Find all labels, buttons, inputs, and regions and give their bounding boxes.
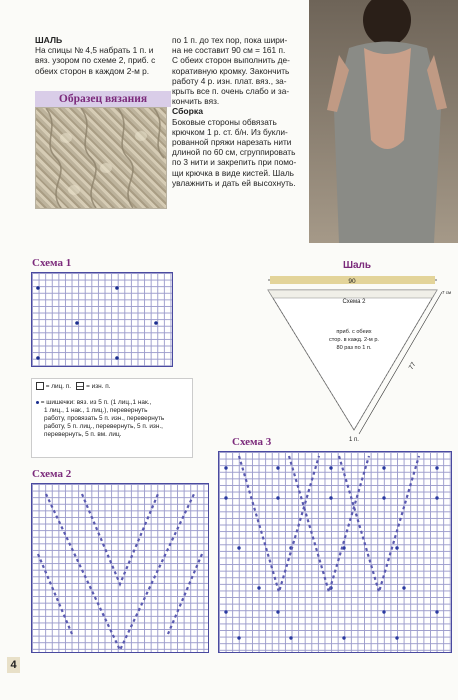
mid2-line-1: Боковые стороны обвязать xyxy=(172,116,277,127)
shawl-title: Шаль xyxy=(342,260,372,271)
legend-bobble-2: 1 лиц., 1 нак., 1 лиц.), перевернуть xyxy=(44,406,148,414)
shawl-top-border xyxy=(268,290,437,298)
assembly-heading: Сборка xyxy=(172,106,203,117)
legend-bobble-1: = шишечки: вяз. из 5 п. (1 лиц.,1 нак., xyxy=(40,398,152,406)
mid2-line-3: рованной пряжи нарезать нити xyxy=(172,137,292,148)
mid2-line-4: длиной по 60 см, сгруппировать xyxy=(172,147,296,158)
mid-line-3: С обеих сторон выполнить де- xyxy=(172,55,290,66)
legend-purl: = изн. п. xyxy=(86,382,111,390)
bobble-symbol xyxy=(36,401,39,404)
mid-line-1: по 1 п. до тех пор, пока шири- xyxy=(172,35,288,45)
mid2-line-7: увлажнить и дать ей высохнуть. xyxy=(172,177,296,188)
left-line-1: На спицы № 4,5 набрать 1 п. и xyxy=(35,45,154,56)
mid-line-4: коративную кромку. Закончить xyxy=(172,65,290,76)
legend-bobble-3: работу, провязать 5 п. изн., перевернуть xyxy=(44,414,165,422)
page-number: 4 xyxy=(7,657,20,673)
shawl-heading: ШАЛЬ xyxy=(35,35,63,45)
middle-text-block xyxy=(172,35,306,188)
mid-line-7: кончить вяз. xyxy=(172,96,220,107)
schema1-title: Схема 1 xyxy=(32,257,72,269)
shawl-note-2: стор. в кажд. 2-м р. xyxy=(329,337,379,343)
mid-line-2: на не составит 90 см = 161 п. xyxy=(172,45,286,56)
width-label: 90 xyxy=(348,278,356,285)
mid-line-5: работу 4 р. изн. плат. вяз., за- xyxy=(172,75,287,86)
shawl-note-1: приб. с обеих xyxy=(336,329,372,335)
knit-sample-image xyxy=(35,107,167,209)
left-line-3: обеих сторон в каждом 2-м р. xyxy=(35,65,150,76)
left-text-block xyxy=(35,35,167,76)
legend-box xyxy=(31,378,193,458)
legend-knit: = лиц. п. xyxy=(45,382,72,390)
legend-bobble-5: перевернуть, 5 п. вм. лиц. xyxy=(44,430,122,438)
mid2-line-5: по 3 нити и закрепить при помо- xyxy=(172,157,297,168)
mid2-line-2: крючком 1 р. ст. б/н. Из букли- xyxy=(172,126,288,137)
photo-illustration xyxy=(309,0,458,243)
purl-symbol xyxy=(76,382,84,390)
sample-title: Образец вязания xyxy=(35,91,171,107)
schema3-grid xyxy=(218,451,452,653)
schema1-grid xyxy=(31,272,173,367)
corner-label: 7 см xyxy=(442,290,452,295)
shawl-triangle xyxy=(268,290,437,430)
left-line-2: вяз. узором по схеме 2, приб. с xyxy=(35,55,156,66)
schema1-dots xyxy=(32,273,172,366)
model-photo xyxy=(309,0,458,243)
knit-symbol xyxy=(36,382,44,390)
schema2-title: Схема 2 xyxy=(32,468,72,480)
schema3-title: Схема 3 xyxy=(232,436,272,448)
mid-line-6: крыть все п. очень слабо и за- xyxy=(172,86,290,97)
mid2-line-6: щи крючка в виде кистей. Шаль xyxy=(172,167,294,178)
side-label: 77 xyxy=(407,361,418,372)
schema2-grid xyxy=(31,483,209,653)
shawl-note-3: 80 раз по 1 п. xyxy=(336,345,372,351)
bottom-label: 1 п. xyxy=(349,437,359,443)
shawl-diagram xyxy=(262,258,452,450)
schema2-pattern xyxy=(32,484,208,652)
legend-bobble-4: работу, 5 п. лиц., перевернуть, 5 п. изн., xyxy=(44,422,163,430)
shawl-schema-label: Схема 2 xyxy=(342,299,366,305)
knit-texture xyxy=(36,108,166,208)
schema3-pattern xyxy=(219,452,451,652)
